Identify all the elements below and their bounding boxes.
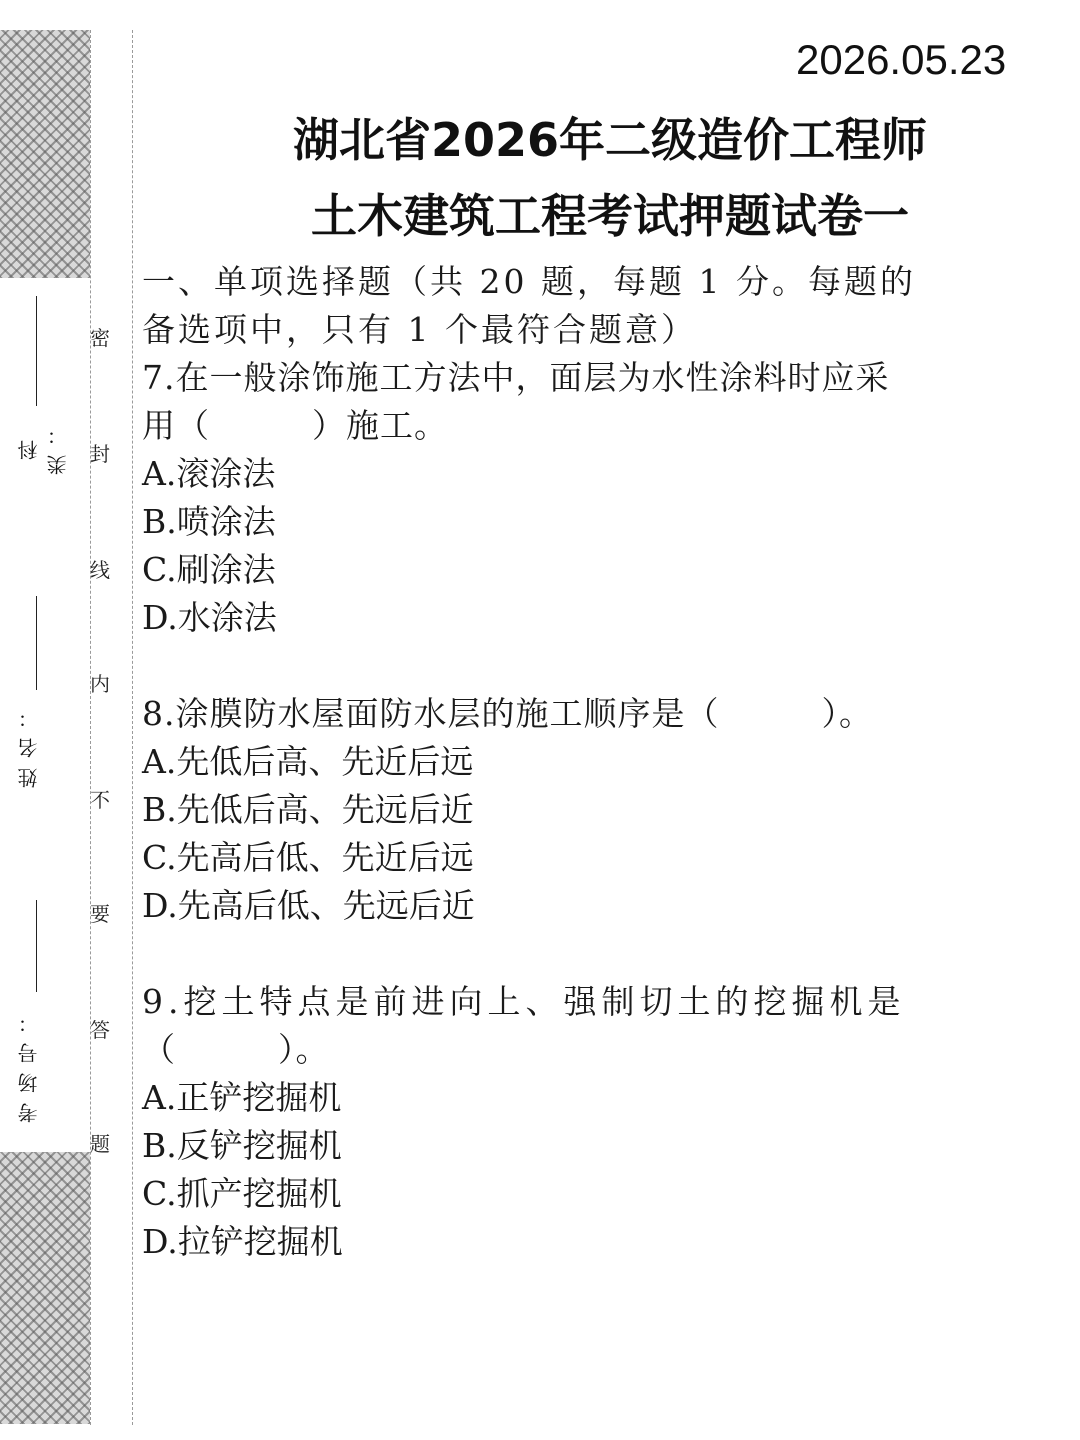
subject-fill-line (36, 296, 37, 406)
seal-char: 不 (90, 788, 110, 812)
option-b: B.先低后高、先远后近 (142, 790, 474, 829)
seal-char: 答 (90, 1018, 110, 1042)
binding-pattern-bottom (0, 1152, 90, 1424)
option-a: A.滚涂法 (142, 454, 276, 493)
seal-char: 题 (90, 1132, 110, 1156)
page-title-line2: 土木建筑工程考试押题试卷一 (311, 189, 909, 243)
option-a: A.先低后高、先近后远 (142, 742, 474, 781)
seal-char: 密 (90, 326, 110, 350)
option-d: D.拉铲挖掘机 (142, 1222, 343, 1261)
exam-room-label: 考场号： (17, 1003, 41, 1123)
option-b: B.喷涂法 (142, 502, 276, 541)
exam-room-fill-line (36, 900, 37, 992)
section-heading-line1: 一、单项选择题（共 20 题，每题 1 分。每题的 (142, 262, 916, 301)
spacer (142, 642, 1052, 690)
seal-char: 内 (90, 672, 110, 696)
binding-line-inner (132, 30, 133, 1425)
question-7 (142, 354, 1052, 642)
section-heading-line2: 备选项中，只有 1 个最符合题意） (142, 310, 697, 349)
page-title-line1: 湖北省2026年二级造价工程师 (292, 113, 928, 167)
seal-char: 要 (90, 902, 110, 926)
option-d: D.先高后低、先远后近 (142, 886, 475, 925)
spacer (142, 930, 1052, 978)
question-stem: 用（ ）施工。 (142, 406, 448, 445)
option-a: A.正铲挖掘机 (142, 1078, 342, 1117)
question-stem: 7.在一般涂饰施工方法中，面层为水性涂料时应采 (142, 358, 890, 397)
question-stem: 8.涂膜防水屋面防水层的施工顺序是（ ）。 (142, 694, 873, 733)
question-stem: 9.挖土特点是前进向上、强制切土的挖掘机是 (142, 982, 906, 1021)
name-label: 姓名： (17, 698, 41, 788)
option-c: C.先高后低、先近后远 (142, 838, 474, 877)
option-c: C.刷涂法 (142, 550, 276, 589)
question-9 (142, 978, 1052, 1266)
seal-char: 封 (90, 442, 110, 466)
binding-line-outer (90, 30, 91, 1425)
exam-date: 2026.05.23 (796, 36, 1007, 83)
seal-char: 线 (90, 558, 110, 582)
name-fill-line (36, 596, 37, 690)
exam-content (142, 258, 1052, 1266)
subject-label: 科类： (17, 415, 70, 475)
binding-pattern-top (0, 30, 90, 278)
option-c: C.抓产挖掘机 (142, 1174, 342, 1213)
question-8 (142, 690, 1052, 930)
question-stem: （ ）。 (142, 1030, 330, 1069)
option-b: B.反铲挖掘机 (142, 1126, 342, 1165)
option-d: D.水涂法 (142, 598, 277, 637)
